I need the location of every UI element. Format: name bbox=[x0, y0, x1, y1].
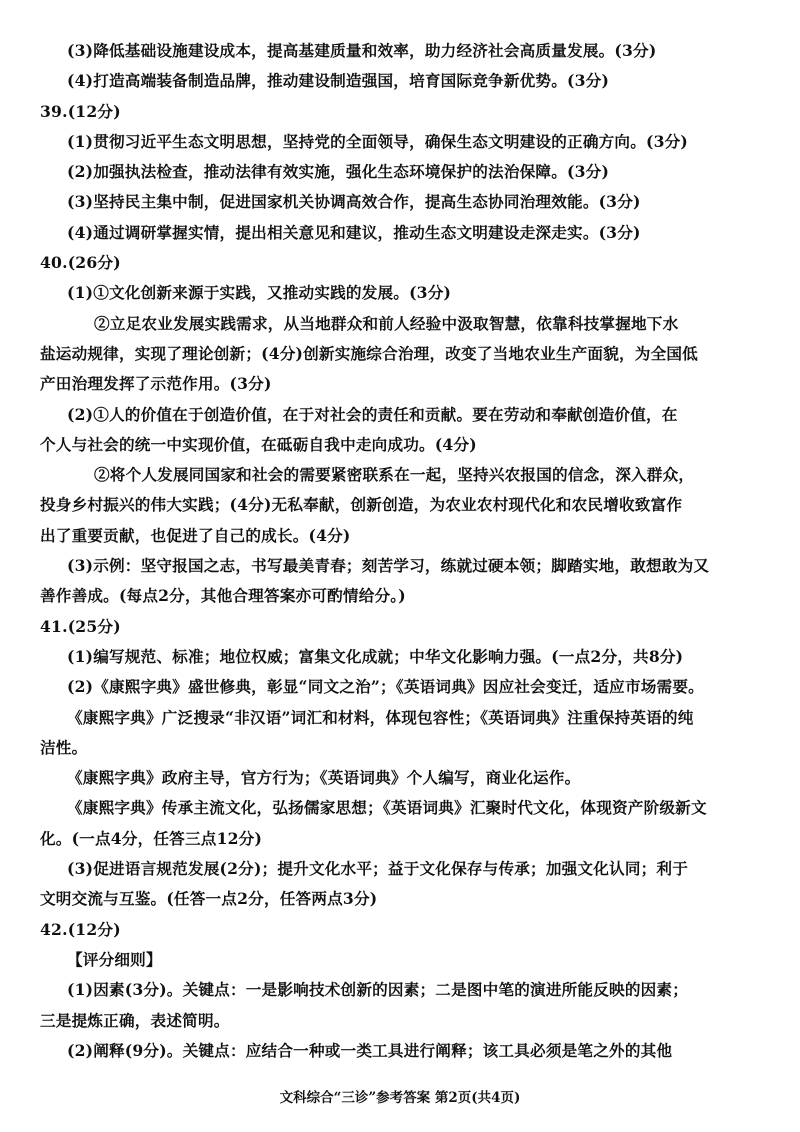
text-line: 《康熙字典》政府主导，官方行为；《英语词典》个人编写，商业化运作。 bbox=[67, 768, 581, 788]
text-line: 《康熙字典》广泛搜录“非汉语”词汇和材料，体现包容性；《英语词典》注重保持英语的纯 bbox=[67, 707, 694, 727]
text-line: 化。(一点4分，任答三点12分) bbox=[40, 828, 263, 848]
text-line: 《康熙字典》传承主流文化，弘扬儒家思想；《英语词典》汇聚时代文化，体现资产阶级新文 bbox=[67, 798, 707, 818]
text-line: (1)贯彻习近平生态文明思想，坚持党的全面领导，确保生态文明建设的正确方向。(3分) bbox=[67, 131, 688, 151]
text-line: 个人与社会的统一中实现价值，在砥砺自我中走向成功。(4分) bbox=[40, 434, 477, 454]
text-line: (4)通过调研掌握实情，提出相关意见和建议，推动生态文明建设走深走实。(3分) bbox=[67, 222, 641, 242]
text-line: (3)示例：坚守报国之志，书写最美青春；刻苦学习，练就过硬本领；脚踏实地，敢想敢为又 bbox=[67, 556, 710, 576]
text-line: (2)《康熙字典》盛世修典，彰显“同文之治”；《英语词典》因应社会变迁，适应市场需要。 bbox=[67, 677, 704, 697]
text-line: 三是提炼正确，表述简明。 bbox=[40, 1010, 230, 1030]
text-line: ②将个人发展同国家和社会的需要紧密联系在一起，坚持兴农报国的信念，深入群众， bbox=[94, 465, 695, 485]
text-line: (2)加强执法检查，推动法律有效实施，强化生态环境保护的法治保障。(3分) bbox=[67, 162, 610, 182]
text-line: 盐运动规律，实现了理论创新；(4分)创新实施综合治理，改变了当地农业生产面貌，为全国低 bbox=[40, 343, 698, 363]
text-line: (1)编写规范、标准；地位权威；富集文化成就；中华文化影响力强。(一点2分，共8分) bbox=[67, 646, 684, 666]
text-line: 善作善成。(每点2分，其他合理答案亦可酌情给分。) bbox=[40, 586, 406, 606]
text-line: (2)阐释(9分)。关键点：应结合一种或一类工具进行阐释；该工具必须是笔之外的其他 bbox=[67, 1040, 673, 1060]
text-line: 39.(12分) bbox=[40, 101, 121, 121]
text-line: ②立足农业发展实践需求，从当地群众和前人经验中汲取智慧，依靠科技掌握地下水 bbox=[94, 313, 679, 333]
text-line: (3)坚持民主集中制，促进国家机关协调高效合作，提高生态协同治理效能。(3分) bbox=[67, 192, 641, 212]
text-line: 洁性。 bbox=[40, 737, 88, 757]
text-line: (3)促进语言规范发展(2分)；提升文化水平；益于文化保存与传承；加强文化认同；利于 bbox=[67, 859, 688, 879]
text-line: (1)因素(3分)。关键点：一是影响技术创新的因素；二是图中笔的演进所能反映的因素； bbox=[67, 980, 688, 1000]
text-line: (3)降低基础设施建设成本，提高基建质量和效率，助力经济社会高质量发展。(3分) bbox=[67, 41, 657, 60]
text-line: 文明交流与互鉴。(任答一点2分，任答两点3分) bbox=[40, 889, 378, 909]
page-footer: 文科综合“三诊”参考答案 第2页(共4页) bbox=[279, 1090, 521, 1106]
text-line: 41.(25分) bbox=[40, 616, 121, 636]
text-line: 产田治理发挥了示范作用。(3分) bbox=[40, 374, 272, 394]
text-line: (4)打造高端装备制造品牌，推动建设制造强国，培育国际竞争新优势。(3分) bbox=[67, 71, 610, 91]
text-line: 投身乡村振兴的伟大实践；(4分)无私奉献，创新创造，为农业农村现代化和农民增收致富作 bbox=[40, 495, 683, 515]
text-line: 40.(26分) bbox=[40, 253, 121, 273]
text-line: 42.(12分) bbox=[40, 919, 121, 939]
text-line: 出了重要贡献，也促进了自己的成长。(4分) bbox=[40, 525, 351, 545]
text-line: 【评分细则】 bbox=[67, 949, 162, 969]
answer-text-body bbox=[40, 36, 752, 1066]
text-line: (2)①人的价值在于创造价值，在于对社会的责任和贡献。要在劳动和奉献创造价值，在 bbox=[67, 404, 678, 424]
text-line: (1)①文化创新来源于实践，又推动实践的发展。(3分) bbox=[67, 283, 452, 303]
